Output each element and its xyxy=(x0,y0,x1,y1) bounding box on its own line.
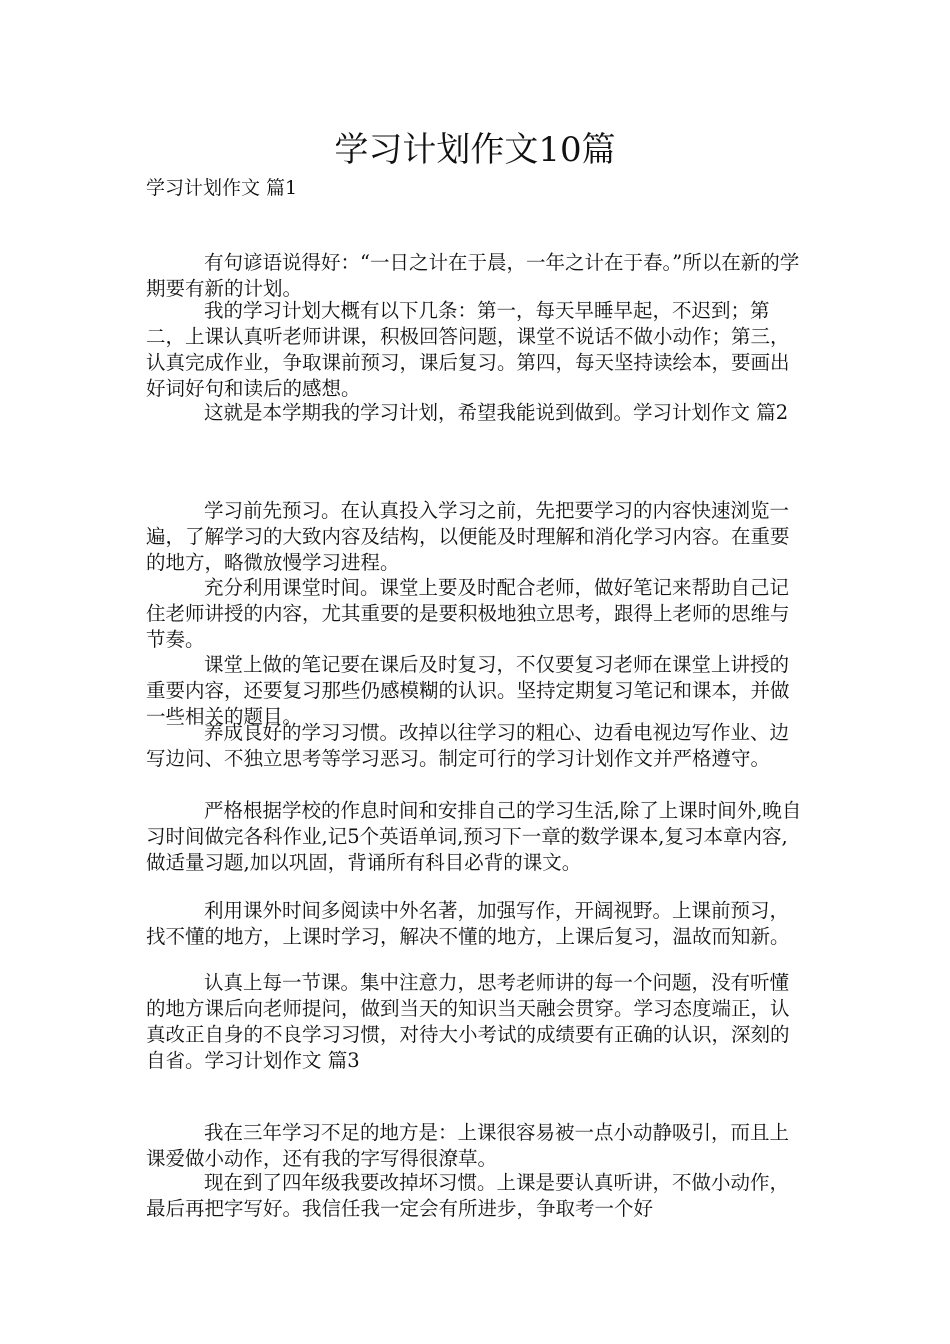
paragraph-5: 充分利用课堂时间。课堂上要及时配合老师，做好笔记来帮助自己记住老师讲授的内容，尤其重要的是要积极地独立思考，跟得上老师的思维与节奏。 xyxy=(146,576,790,651)
paragraph-3: 这就是本学期我的学习计划，希望我能说到做到。学习计划作文 篇2 xyxy=(204,401,789,424)
document-title: 学习计划作文10篇 xyxy=(334,130,616,170)
paragraph-4: 学习前先预习。在认真投入学习之前，先把要学习的内容快速浏览一遍，了解学习的大致内容及结构，以便能及时理解和消化学习内容。在重要的地方，略微放慢学习进程。 xyxy=(146,499,790,574)
paragraph-8: 严格根据学校的作息时间和安排自己的学习生活,除了上课时间外,晚自习时间做完各科作业,记5个英语单词,预习下一章的数学课本,复习本章内容,做适量习题,加以巩固，背诵所有科目必背的课文。 xyxy=(146,799,802,874)
section-heading-1: 学习计划作文 篇1 xyxy=(146,177,298,199)
paragraph-9: 利用课外时间多阅读中外名著，加强写作，开阔视野。上课前预习，找不懂的地方，上课时学习，解决不懂的地方，上课后复习，温故而知新。 xyxy=(146,899,790,948)
paragraph-7: 养成良好的学习习惯。改掉以往学习的粗心、边看电视边写作业、边写边问、不独立思考等学习恶习。制定可行的学习计划作文并严格遵守。 xyxy=(146,721,790,770)
paragraph-1: 有句谚语说得好：“一日之计在于晨，一年之计在于春。”所以在新的学期要有新的计划。 xyxy=(146,251,800,300)
paragraph-6: 课堂上做的笔记要在课后及时复习，不仅要复习老师在课堂上讲授的重要内容，还要复习那些仍感模糊的认识。坚持定期复习笔记和课本，并做一些相关的题目。 xyxy=(146,653,790,728)
paragraph-2: 我的学习计划大概有以下几条：第一，每天早睡早起，不迟到；第二，上课认真听老师讲课，积极回答问题，课堂不说话不做小动作；第三，认真完成作业，争取课前预习，课后复习。第四，每天坚持读绘本，要画出好词好句和读后的感想。 xyxy=(146,299,790,400)
paragraph-12: 现在到了四年级我要改掉坏习惯。上课是要认真听讲，不做小动作，最后再把字写好。我信任我一定会有所进步，争取考一个好 xyxy=(146,1171,790,1220)
paragraph-11: 我在三年学习不足的地方是：上课很容易被一点小动静吸引，而且上课爱做小动作，还有我的字写得很潦草。 xyxy=(146,1121,790,1170)
paragraph-10: 认真上每一节课。集中注意力，思考老师讲的每一个问题，没有听懂的地方课后向老师提问，做到当天的知识当天融会贯穿。学习态度端正，认真改正自身的不良学习习惯，对待大小考试的成绩要有正确的认识，深刻的自省。学习计划作文 篇3 xyxy=(146,971,790,1072)
